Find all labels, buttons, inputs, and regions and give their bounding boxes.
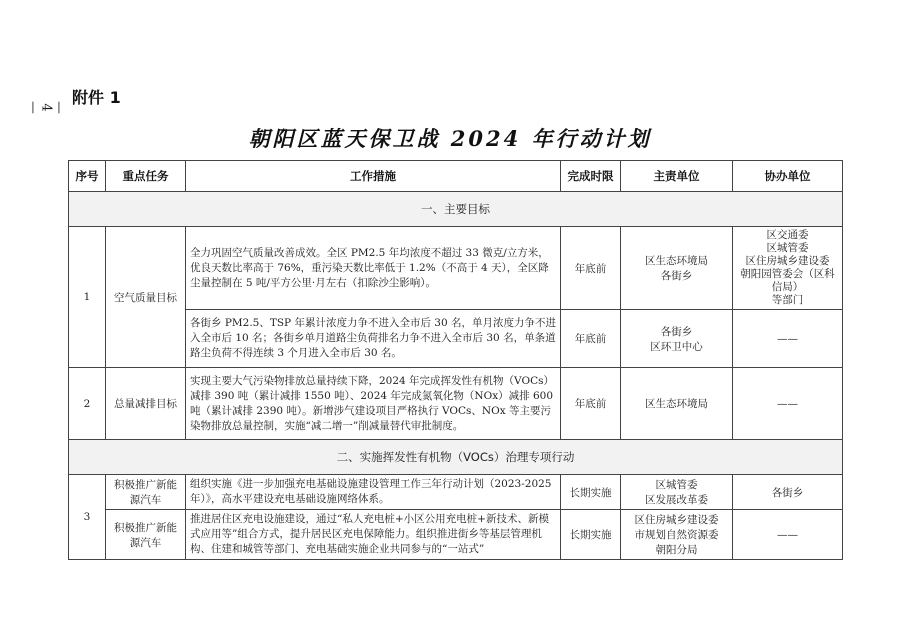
table-row xyxy=(69,510,843,560)
row-task: 空气质量目标 xyxy=(106,227,186,368)
row-index: 2 xyxy=(69,368,106,440)
lead-unit-line: 各街乡 xyxy=(660,270,693,282)
lead-unit-line: 市规划自然资源委 xyxy=(634,529,719,541)
row-assist-unit xyxy=(733,227,843,310)
lead-unit-line: 区发展改革委 xyxy=(645,494,708,506)
row-assist-unit: —— xyxy=(733,310,843,368)
row-lead-unit xyxy=(621,475,733,510)
assist-unit-line: 等部门 xyxy=(771,294,804,306)
header-lead-unit: 主责单位 xyxy=(621,161,733,192)
row-index: 1 xyxy=(69,227,106,368)
row-assist-unit: —— xyxy=(733,510,843,560)
row-lead-unit xyxy=(621,227,733,310)
lead-unit-line: 朝阳分局 xyxy=(655,544,698,556)
row-assist-unit: —— xyxy=(733,368,843,440)
header-index: 序号 xyxy=(69,161,106,192)
row-deadline: 年底前 xyxy=(561,227,621,310)
table-row xyxy=(69,475,843,510)
lead-unit-line: 区环卫中心 xyxy=(650,340,703,353)
attachment-label: 附件 1 xyxy=(72,88,121,107)
header-deadline: 完成时限 xyxy=(561,161,621,192)
table-row xyxy=(69,310,843,368)
row-task: 积极推广新能源汽车 xyxy=(106,510,186,560)
row-index: 3 xyxy=(69,475,106,560)
action-plan-table xyxy=(68,160,843,560)
row-deadline: 年底前 xyxy=(561,310,621,368)
section-row xyxy=(69,440,843,475)
header-assist-unit: 协办单位 xyxy=(733,161,843,192)
lead-unit-line: 区城管委 xyxy=(655,479,698,491)
header-task: 重点任务 xyxy=(106,161,186,192)
header-measures: 工作措施 xyxy=(186,161,561,192)
row-measures: 组织实施《进一步加强充电基础设施建设管理工作三年行动计划（2023-2025 年）》，高水平建设充电基础设施网络体系。 xyxy=(186,475,561,510)
row-lead-unit: 区生态环境局 xyxy=(621,368,733,440)
assist-unit-line: 区交通委 xyxy=(766,229,809,241)
lead-unit-line: 区住房城乡建设委 xyxy=(634,514,719,526)
page-number-marker xyxy=(25,88,67,128)
row-measures: 实现主要大气污染物排放总量持续下降，2024 年完成挥发性有机物（VOCs）减排 390 吨（累计减排 1550 吨）、2024 年完成氮氧化物（NOx）减排 600 吨（累计减排 2390 吨）。新增涉气建设项目严格执行 VOCs、NOx 等主要污染物排放总量控制，实施“减二增一”削减量替代审批制度。 xyxy=(186,368,561,440)
row-deadline: 长期实施 xyxy=(561,510,621,560)
document-title: 朝阳区蓝天保卫战 2024 年行动计划 xyxy=(248,126,652,151)
lead-unit-line: 各街乡 xyxy=(660,325,693,338)
assist-unit-line: 区住房城乡建设委 xyxy=(745,255,830,267)
lead-unit-line: 区生态环境局 xyxy=(645,255,708,267)
assist-unit-line: 朝阳园管委会（区科信局） xyxy=(740,268,835,293)
table-header-row xyxy=(69,161,843,192)
table-row xyxy=(69,368,843,440)
row-lead-unit xyxy=(621,310,733,368)
assist-unit-line: 区城管委 xyxy=(766,242,809,254)
row-deadline: 年底前 xyxy=(561,368,621,440)
section-title-main-goals: 一、主要目标 xyxy=(69,192,843,227)
row-task: 积极推广新能源汽车 xyxy=(106,475,186,510)
row-assist-unit: 各街乡 xyxy=(733,475,843,510)
row-measures: 推进居住区充电设施建设，通过“私人充电桩+小区公用充电桩+新技术、新模式应用等”组合方式，提升居民区充电保障能力。组织推进街乡等基层管理机构、住建和城管等部门、充电基础实施企业共同参与的“一站式” xyxy=(186,510,561,560)
row-lead-unit xyxy=(621,510,733,560)
row-measures: 全力巩固空气质量改善成效。全区 PM2.5 年均浓度不超过 33 微克/立方米，优良天数比率高于 76%，重污染天数比率低于 1.2%（不高于 4 天），全区降尘量控制在 5 吨/平方公里·月左右（扣除沙尘影响）。 xyxy=(186,227,561,310)
page-number-text: — 4 — xyxy=(25,101,67,114)
row-measures: 各街乡 PM2.5、TSP 年累计浓度力争不进入全市后 30 名，单月浓度力争不进入全市后 10 名；各街乡单月道路尘负荷排名力争不进入全市后 30 名，单条道路尘负荷不得连续 3 个月进入全市后 30 名。 xyxy=(186,310,561,368)
section-title-vocs: 二、实施挥发性有机物（VOCs）治理专项行动 xyxy=(69,440,843,475)
section-row xyxy=(69,192,843,227)
row-deadline: 长期实施 xyxy=(561,475,621,510)
table-row xyxy=(69,227,843,310)
row-task: 总量减排目标 xyxy=(106,368,186,440)
